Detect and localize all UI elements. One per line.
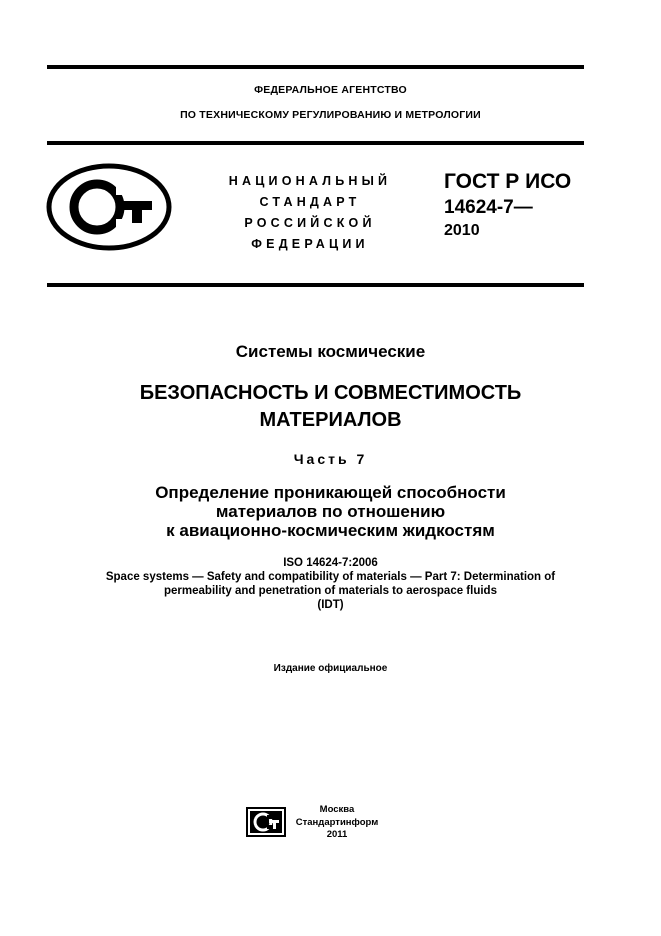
standard-designation	[444, 168, 571, 242]
subtitle-line-2: материалов по отношению	[215, 502, 446, 521]
designation-line-3: 2010	[444, 222, 480, 239]
main-title-line-1: БЕЗОПАСНОСТЬ И СОВМЕСТИМОСТЬ	[139, 382, 522, 404]
designation-line-2: 14624-7—	[444, 197, 533, 218]
top-rule	[47, 65, 584, 69]
national-standard-label	[215, 171, 405, 255]
main-title-line-2: МАТЕРИАЛОВ	[259, 409, 402, 431]
publisher-city: Москва	[319, 804, 355, 815]
subtitle-line-1: Определение проникающей способности	[155, 483, 506, 502]
lower-rule	[47, 283, 584, 287]
subtitle	[0, 483, 661, 540]
iso-title-line-2: permeability and penetration of materials to aerospace fluids	[164, 585, 497, 597]
publisher-name: Стандартинформ	[295, 816, 379, 828]
part-label: Часть 7	[293, 451, 368, 467]
main-title	[0, 380, 661, 434]
iso-reference	[0, 556, 661, 612]
edition-label: Издание официальное	[273, 663, 388, 674]
agency-line-1: ФЕДЕРАЛЬНОЕ АГЕНТСТВО	[254, 84, 407, 96]
agency-line-2: ПО ТЕХНИЧЕСКОМУ РЕГУЛИРОВАНИЮ И МЕТРОЛОГИИ	[180, 109, 481, 121]
publisher-block	[294, 804, 380, 842]
iso-equivalence: (IDT)	[317, 599, 344, 611]
iso-number: ISO 14624-7:2006	[283, 557, 378, 569]
series-title: Системы космические	[235, 342, 426, 361]
national-standard-line-4: ФЕДЕРАЦИИ	[251, 237, 369, 251]
national-standard-line-2: СТАНДАРТ	[259, 195, 361, 209]
national-standard-line-1: НАЦИОНАЛЬНЫЙ	[228, 174, 392, 188]
standartinform-logo-icon	[246, 807, 286, 837]
national-standard-line-3: РОССИЙСКОЙ	[244, 216, 376, 230]
subtitle-line-3: к авиационно-космическим жидкостям	[166, 521, 495, 540]
rst-certification-mark-icon	[46, 163, 172, 251]
upper-rule	[47, 141, 584, 145]
iso-title-line-1: Space systems — Safety and compatibility of materials — Part 7: Determination of	[105, 571, 556, 583]
designation-line-1: ГОСТ Р ИСО	[444, 170, 572, 193]
publication-year: 2011	[326, 829, 348, 840]
